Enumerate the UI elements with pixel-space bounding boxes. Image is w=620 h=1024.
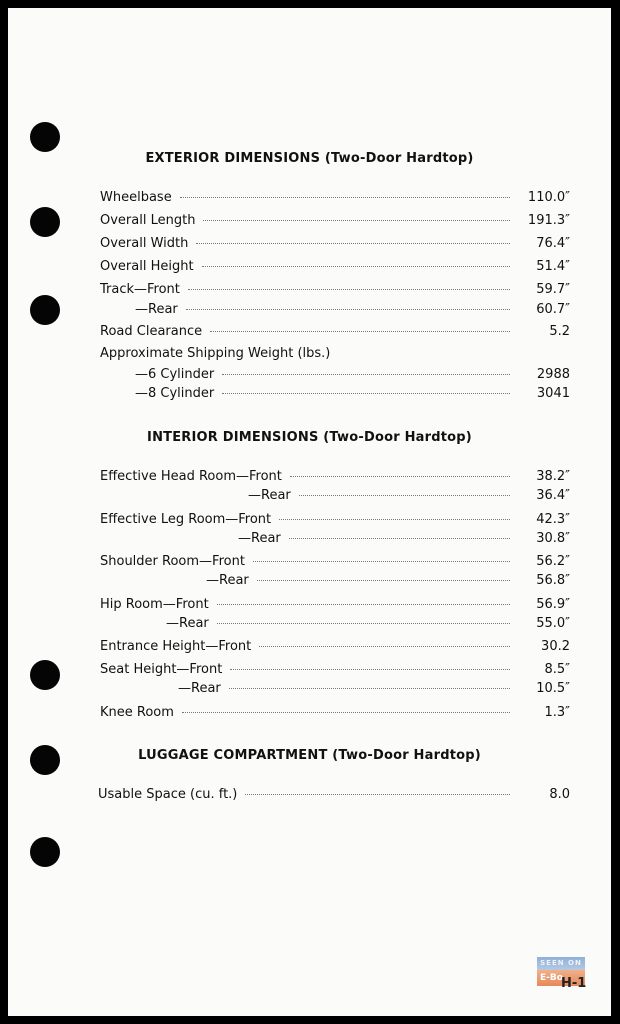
spec-row [100, 322, 570, 341]
binder-hole [30, 660, 60, 690]
exterior-heading: EXTERIOR DIMENSIONS (Two-Door Hardtop) [145, 151, 474, 166]
spec-label: Shoulder Room—Front [100, 554, 245, 569]
spec-value: 30.2 [541, 639, 570, 654]
binder-hole [30, 207, 60, 237]
spec-label: —6 Cylinder [135, 367, 215, 382]
spec-label: Overall Length [100, 213, 196, 228]
spec-row [248, 486, 570, 505]
spec-value: 36.4″ [536, 488, 570, 503]
spec-row [135, 384, 570, 403]
spec-label: —Rear [166, 616, 209, 631]
spec-value: 2988 [536, 367, 570, 382]
badge-top-text: SEEN ON [537, 957, 585, 970]
spec-value: 56.9″ [536, 597, 570, 612]
spec-row [98, 785, 570, 804]
spec-value: 10.5″ [536, 681, 570, 696]
spec-row [100, 660, 570, 679]
shipping-weight-label: Approximate Shipping Weight (lbs.) [100, 346, 331, 361]
spec-row [100, 257, 570, 276]
spec-row [100, 234, 570, 253]
spec-row [100, 510, 570, 529]
spec-value: 191.3″ [527, 213, 570, 228]
spec-value: 60.7″ [536, 302, 570, 317]
spec-row [135, 365, 570, 384]
spec-label: —Rear [178, 681, 221, 696]
spec-label: Hip Room—Front [100, 597, 209, 612]
spec-label: Road Clearance [100, 324, 203, 339]
spec-label: —Rear [248, 488, 291, 503]
spec-value: 42.3″ [536, 512, 570, 527]
spec-row [100, 703, 570, 722]
spec-label: Effective Leg Room—Front [100, 512, 272, 527]
spec-row [100, 188, 570, 207]
spec-value: 76.4″ [536, 236, 570, 251]
spec-label: —Rear [135, 302, 178, 317]
spec-value: 110.0″ [527, 190, 570, 205]
spec-row [100, 595, 570, 614]
spec-row [178, 679, 570, 698]
spec-value: 59.7″ [536, 282, 570, 297]
spec-label: —Rear [206, 573, 249, 588]
spec-label: —Rear [238, 531, 281, 546]
spec-row [100, 637, 570, 656]
spec-label: Knee Room [100, 705, 174, 720]
spec-row [100, 467, 570, 486]
spec-label: Overall Height [100, 259, 194, 274]
spec-value: 51.4″ [536, 259, 570, 274]
spec-row [206, 571, 570, 590]
spec-value: 5.2 [549, 324, 570, 339]
spec-row [100, 280, 570, 299]
spec-value: 56.2″ [536, 554, 570, 569]
spec-row [100, 552, 570, 571]
spec-label: Seat Height—Front [100, 662, 223, 677]
spec-value: 55.0″ [536, 616, 570, 631]
interior-heading: INTERIOR DIMENSIONS (Two-Door Hardtop) [147, 430, 472, 445]
spec-label: Effective Head Room—Front [100, 469, 282, 484]
spec-row [100, 211, 570, 230]
spec-value: 3041 [536, 386, 570, 401]
spec-row [238, 529, 570, 548]
spec-row [166, 614, 570, 633]
page-number: H-1 [561, 976, 587, 991]
luggage-heading: LUGGAGE COMPARTMENT (Two-Door Hardtop) [138, 748, 481, 763]
binder-hole [30, 837, 60, 867]
spec-value: 56.8″ [536, 573, 570, 588]
spec-row [135, 300, 570, 319]
spec-label: Track—Front [100, 282, 180, 297]
spec-value: 8.0 [549, 787, 570, 802]
spec-page [8, 8, 611, 1016]
spec-label: —8 Cylinder [135, 386, 215, 401]
badge-bottom-text: E-Bo [537, 970, 585, 986]
spec-value: 30.8″ [536, 531, 570, 546]
spec-value: 8.5″ [544, 662, 570, 677]
spec-label: Overall Width [100, 236, 189, 251]
spec-value: 38.2″ [536, 469, 570, 484]
spec-value: 1.3″ [544, 705, 570, 720]
spec-label: Entrance Height—Front [100, 639, 252, 654]
binder-hole [30, 122, 60, 152]
binder-hole [30, 295, 60, 325]
spec-label: Wheelbase [100, 190, 172, 205]
spec-label: Usable Space (cu. ft.) [98, 787, 238, 802]
